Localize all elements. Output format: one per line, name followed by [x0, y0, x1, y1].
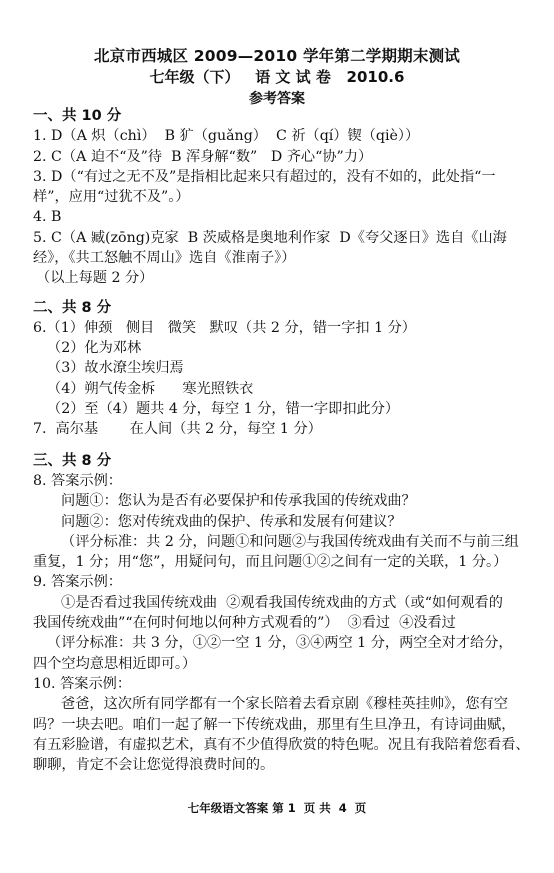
scoring-note: （以上每题 2 分） [36, 270, 154, 286]
page-footer: 七年级语文答案 第 1 页 共 4 页 [187, 801, 367, 815]
answer-line: 3. D（“有过之无不及”是指相比起来只有超过的，没有不如的，此处指“一 [33, 169, 496, 185]
answer-line: 我国传统戏曲”“在何时何地以何种方式观看的”） ③看过 ④没看过 [33, 615, 456, 631]
document-subtitle: 七年级（下） 语 文 试 卷 2010.6 [149, 68, 405, 86]
answer-line: （3）故水潦尘埃归焉 [47, 360, 184, 376]
section-title-1: 一、共 10 分 [33, 108, 122, 124]
answer-line: 8. 答案示例： [33, 473, 122, 489]
answer-line: 有五彩脸谱，有虚拟艺术，真有不少值得欣赏的特色呢。况且有我陪着您看看、 [33, 737, 530, 753]
section-title-3: 三、共 8 分 [33, 453, 112, 469]
answer-line: 2. C（A 迫不“及”待 B 浑身解“数” D 齐心“协”力） [33, 149, 373, 165]
answer-line: 6.（1）伸颈 侧目 微笑 默叹（共 2 分，错一字扣 1 分） [33, 320, 416, 336]
scoring-note: （2）至（4）题共 4 分，每空 1 分，错一字即扣此分） [47, 401, 400, 417]
answer-line: 问题①：您认为是否有必要保护和传承我国的传统戏曲？ [61, 493, 416, 509]
answer-line: 4. B [33, 209, 62, 225]
document-title: 北京市西城区 2009—2010 学年第二学期期末测试 [94, 47, 460, 65]
answer-line: 经》，《共工怒触不周山》选自《淮南子》） [33, 250, 296, 266]
scoring-note: （评分标准：共 3 分，①②一空 1 分，③④两空 1 分，两空全对才给分， [47, 635, 513, 651]
answer-line: 1. D（A 炽（chì） B 犷（guǎng） C 祈（qí）锲（qiè）） [33, 128, 420, 144]
answer-line: 样”，应用“过犹不及”。） [33, 189, 190, 205]
answer-line: 9. 答案示例： [33, 574, 122, 590]
answer-key-heading: 参考答案 [249, 91, 305, 107]
answer-line: 吗？一块去吧。咱们一起了解一下传统戏曲，那里有生旦净丑，有诗词曲赋， [33, 717, 516, 733]
answer-line: 爸爸，这次所有同学都有一个家长陪着去看京剧《穆桂英挂帅》，您有空 [61, 696, 508, 712]
answer-line: 7. 高尔基 在人间（共 2 分，每空 1 分） [33, 421, 322, 437]
scoring-note: （评分标准：共 2 分，问题①和问题②与我国传统戏曲有关而不与前三组 [61, 534, 519, 550]
answer-line: 问题②：您对传统戏曲的保护、传承和发展有何建议？ [61, 514, 402, 530]
answer-line: （4）朔气传金柝 寒光照铁衣 [47, 381, 254, 397]
section-title-2: 二、共 8 分 [33, 300, 112, 316]
answer-line: 5. C（A 臧(zōng)克家 B 茨威格是奥地利作家 D《夸父逐日》选自《山海 [33, 230, 507, 246]
answer-line: 10. 答案示例： [33, 676, 132, 692]
answer-line: （2）化为邓林 [47, 340, 142, 356]
answer-line: ①是否看过我国传统戏曲 ②观看我国传统戏曲的方式（或“如何观看的 [61, 595, 503, 611]
answer-line: 聊聊，肯定不会让您觉得浪费时间的。 [33, 757, 275, 773]
scoring-note: 重复，1 分；用“您”，用疑问句，而且问题①②之间有一定的关联，1 分。） [33, 554, 508, 570]
scoring-note: 四个空均意思相近即可。） [33, 656, 197, 672]
